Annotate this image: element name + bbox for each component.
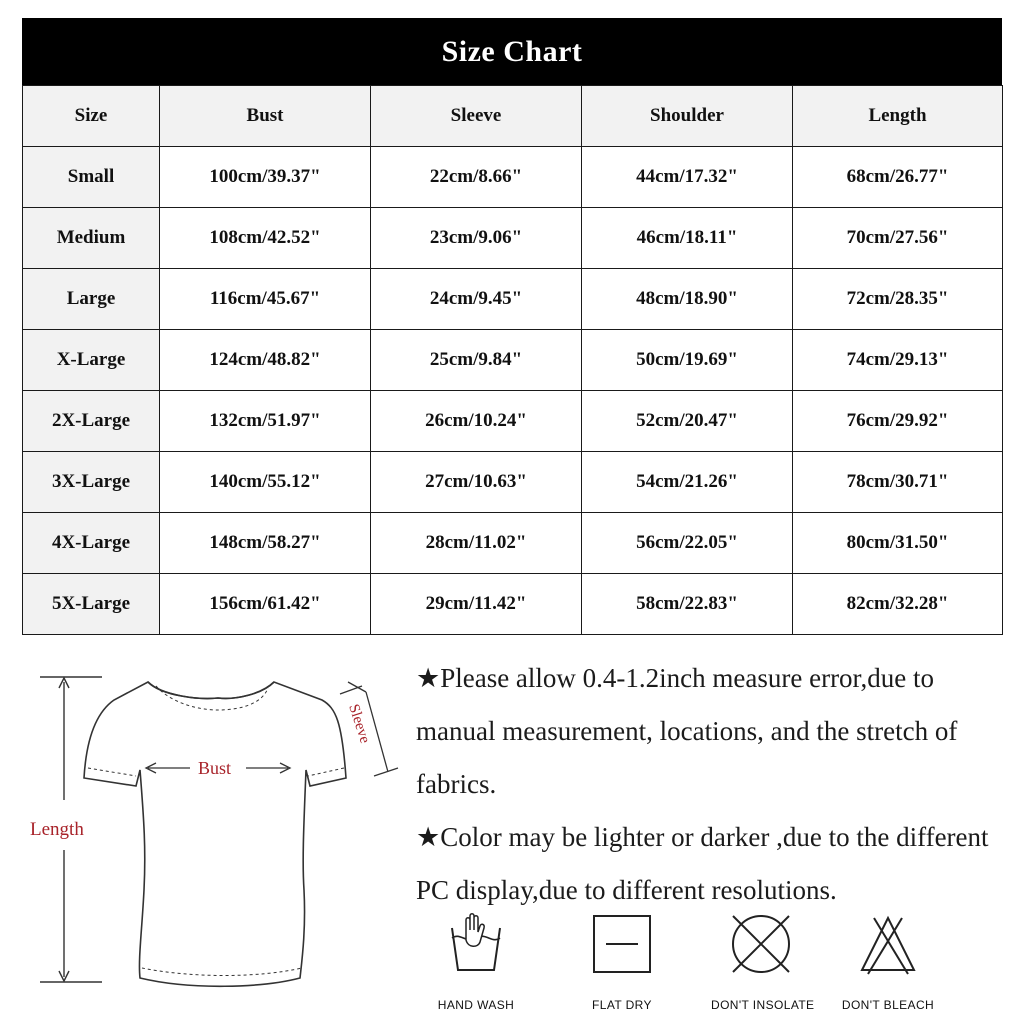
note-color-difference: ★Color may be lighter or darker ,due to the different PC display,due to different resolutions. (416, 822, 989, 905)
care-item-dont-insolate (711, 912, 815, 1012)
cell-shoulder: 52cm/20.47" (582, 391, 793, 452)
cell-shoulder: 58cm/22.83" (582, 574, 793, 635)
hand-wash-icon (444, 912, 508, 976)
dont-insolate-icon (729, 912, 793, 976)
cell-length: 74cm/29.13" (793, 330, 1003, 391)
cell-sleeve: 26cm/10.24" (371, 391, 582, 452)
cell-shoulder: 54cm/21.26" (582, 452, 793, 513)
size-table (22, 85, 1003, 635)
table-row (23, 330, 1003, 391)
cell-length: 80cm/31.50" (793, 513, 1003, 574)
notes-section (416, 652, 1016, 917)
cell-sleeve: 27cm/10.63" (371, 452, 582, 513)
care-label-dont-insolate: DON'T INSOLATE (711, 998, 815, 1012)
care-label-hand-wash: HAND WASH (437, 998, 515, 1012)
table-row (23, 513, 1003, 574)
cell-length: 78cm/30.71" (793, 452, 1003, 513)
care-label-dont-bleach: DON'T BLEACH (841, 998, 935, 1012)
cell-bust: 156cm/61.42" (160, 574, 371, 635)
cell-sleeve: 22cm/8.66" (371, 147, 582, 208)
cell-length: 82cm/32.28" (793, 574, 1003, 635)
cell-shoulder: 50cm/19.69" (582, 330, 793, 391)
cell-shoulder: 48cm/18.90" (582, 269, 793, 330)
flat-dry-icon (590, 912, 654, 976)
cell-bust: 124cm/48.82" (160, 330, 371, 391)
care-item-flat-dry (572, 912, 672, 1012)
cell-size: 4X-Large (23, 513, 160, 574)
cell-bust: 108cm/42.52" (160, 208, 371, 269)
table-body (23, 147, 1003, 635)
table-header-row (23, 86, 1003, 147)
table-row (23, 147, 1003, 208)
sleeve-label: Sleeve (345, 702, 373, 746)
cell-size: 3X-Large (23, 452, 160, 513)
care-label-flat-dry: FLAT DRY (592, 998, 652, 1012)
cell-length: 72cm/28.35" (793, 269, 1003, 330)
cell-size: Medium (23, 208, 160, 269)
cell-length: 76cm/29.92" (793, 391, 1003, 452)
cell-size: 5X-Large (23, 574, 160, 635)
table-row (23, 269, 1003, 330)
care-item-dont-bleach (838, 912, 938, 1012)
cell-sleeve: 23cm/9.06" (371, 208, 582, 269)
tshirt-outline (84, 682, 346, 986)
cell-shoulder: 44cm/17.32" (582, 147, 793, 208)
cell-size: 2X-Large (23, 391, 160, 452)
chart-title: Size Chart (22, 18, 1002, 85)
cell-bust: 100cm/39.37" (160, 147, 371, 208)
cell-sleeve: 25cm/9.84" (371, 330, 582, 391)
cell-size: Large (23, 269, 160, 330)
note-measure-error: ★Please allow 0.4-1.2inch measure error,due to manual measurement, locations, and the stretch of fabrics. (416, 663, 958, 799)
length-label: Length (30, 819, 84, 840)
cell-size: Small (23, 147, 160, 208)
cell-length: 70cm/27.56" (793, 208, 1003, 269)
bust-label: Bust (198, 758, 232, 778)
care-instructions (426, 912, 986, 1022)
table-row (23, 452, 1003, 513)
cell-shoulder: 56cm/22.05" (582, 513, 793, 574)
table-row (23, 574, 1003, 635)
cell-sleeve: 29cm/11.42" (371, 574, 582, 635)
tshirt-measurement-diagram (22, 660, 412, 1000)
table-row (23, 391, 1003, 452)
cell-shoulder: 46cm/18.11" (582, 208, 793, 269)
dont-bleach-icon (856, 912, 920, 976)
column-header-bust: Bust (160, 86, 371, 147)
column-header-sleeve: Sleeve (371, 86, 582, 147)
tshirt-diagram-svg (22, 660, 412, 1000)
cell-bust: 148cm/58.27" (160, 513, 371, 574)
table-row (23, 208, 1003, 269)
cell-sleeve: 28cm/11.02" (371, 513, 582, 574)
cell-bust: 132cm/51.97" (160, 391, 371, 452)
care-item-hand-wash (426, 912, 526, 1012)
cell-length: 68cm/26.77" (793, 147, 1003, 208)
column-header-shoulder: Shoulder (582, 86, 793, 147)
column-header-length: Length (793, 86, 1003, 147)
cell-bust: 140cm/55.12" (160, 452, 371, 513)
cell-bust: 116cm/45.67" (160, 269, 371, 330)
size-chart (22, 18, 1002, 635)
cell-size: X-Large (23, 330, 160, 391)
cell-sleeve: 24cm/9.45" (371, 269, 582, 330)
column-header-size: Size (23, 86, 160, 147)
